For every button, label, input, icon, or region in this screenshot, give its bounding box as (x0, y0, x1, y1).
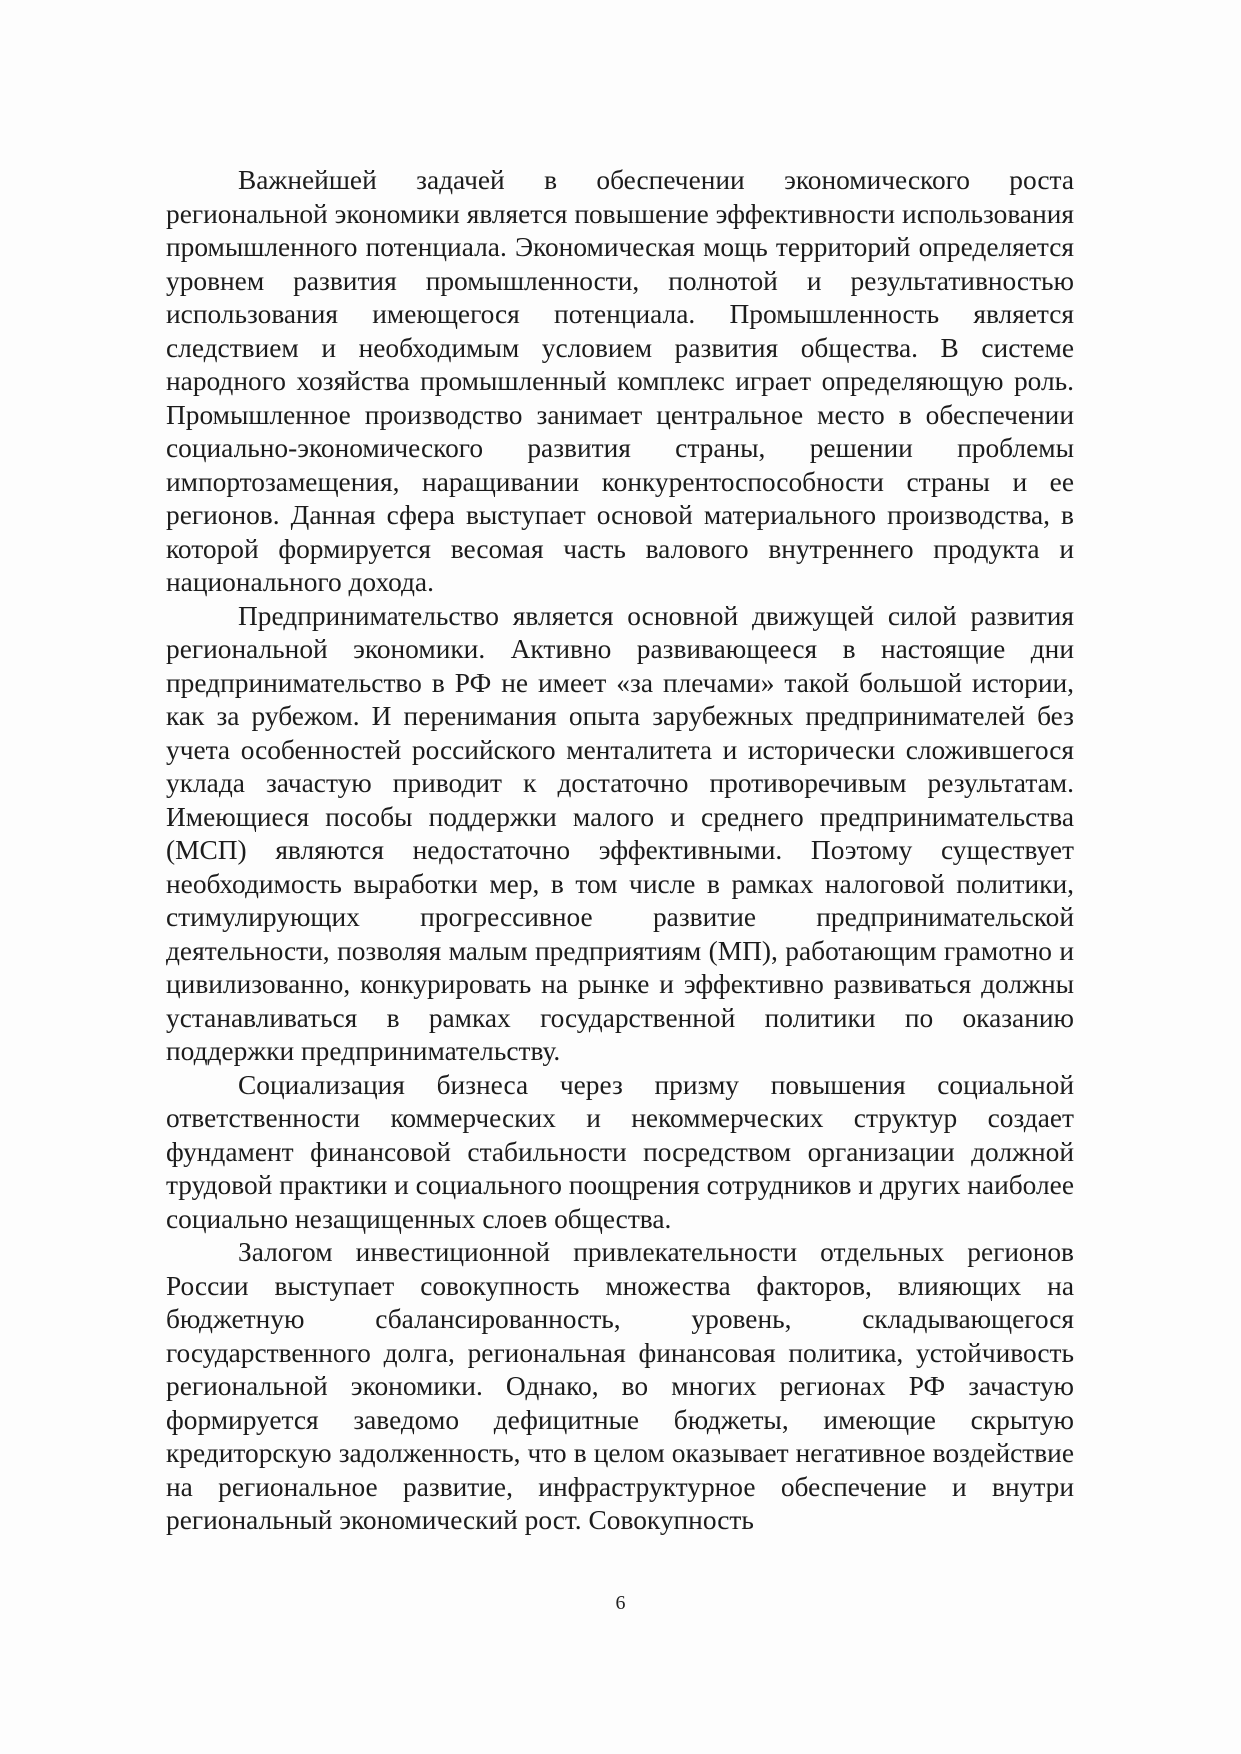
paragraph-3: Социализация бизнеса через призму повышения социальной ответственности коммерческих и некоммерческих структур создает фундамент финансовой стабильности посредством организации должной трудовой практики и социального поощрения сотрудников и других наиболее социально незащищенных слоев общества. (166, 1069, 1074, 1234)
paragraph-1: Важнейшей задачей в обеспечении экономического роста региональной экономики является повышение эффективности использования промышленного потенциала. Экономическая мощь территорий определяется уровнем развития промышленности, полнотой и результативностью использования имеющегося потенциала. Промышленность является следствием и необходимым условием развития общества. В системе народного хозяйства промышленный комплекс играет определяющую роль. Промышленное производство занимает центральное место в обеспечении социально-экономического развития страны, решении проблемы импортозамещения, наращивании конкурентоспособности страны и ее регионов. Данная сфера выступает основой материального производства, в которой формируется весомая часть валового внутреннего продукта и национального дохода. (166, 165, 1074, 597)
paragraph-2: Предпринимательство является основной движущей силой развития региональной экономики. Активно развивающееся в настоящие дни предпринимательство в РФ не имеет «за плечами» такой большой истории, как за рубежом. И перенимания опыта зарубежных предпринимателей без учета особенностей российского менталитета и исторически сложившегося уклада зачастую приводит к достаточно противоречивым результатам. Имеющиеся пособы поддержки малого и среднего предпринимательства (МСП) являются недостаточно эффективными. Поэтому существует необходимость выработки мер, в том числе в рамках налоговой политики, стимулирующих прогрессивное развитие предпринимательской деятельности, позволяя малым предприятиям (МП), работающим грамотно и цивилизованно, конкурировать на рынке и эффективно развиваться должны устанавливаться в рамках государственной политики по оказанию поддержки предпринимательству. (166, 600, 1074, 1066)
paragraph-4: Залогом инвестиционной привлекательности отдельных регионов России выступает совокупность множества факторов, влияющих на бюджетную сбалансированность, уровень, складывающегося государственного долга, региональная финансовая политика, устойчивость региональной экономики. Однако, во многих регионах РФ зачастую формируется заведомо дефицитные бюджеты, имеющие скрытую кредиторскую задолженность, что в целом оказывает негативное воздействие на региональное развитие, инфраструктурное обеспечение и внутри региональный экономический рост. Совокупность (166, 1237, 1074, 1535)
page-number: 6 (615, 1592, 626, 1614)
body-text (166, 164, 1074, 1538)
